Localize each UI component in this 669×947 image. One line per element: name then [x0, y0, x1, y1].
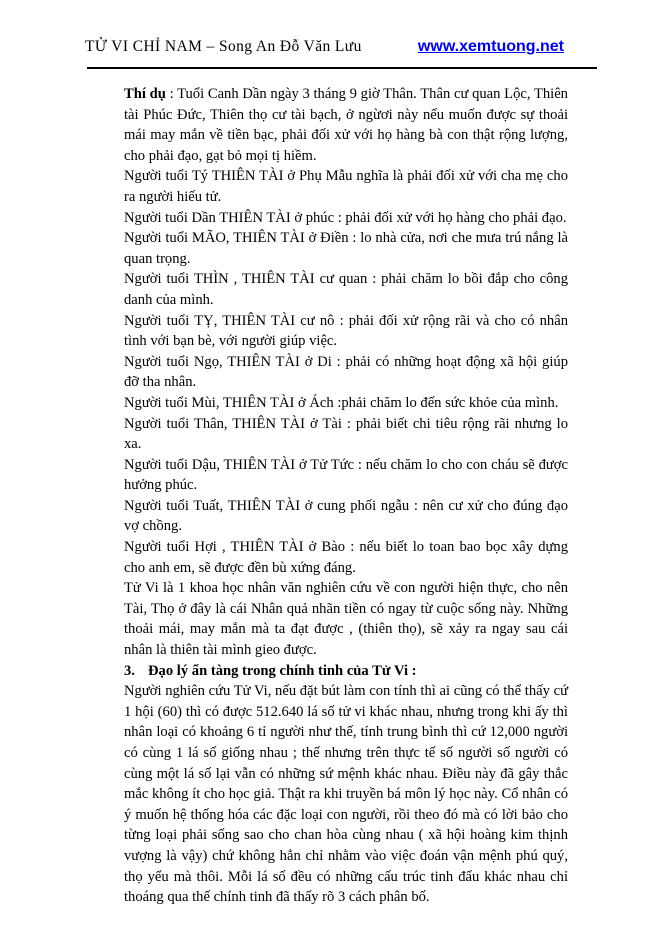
- paragraph-tuoi-thin: Người tuổi THÌN , THIÊN TÀI cư quan : phải chăm lo bồi đắp cho công danh của mình.: [124, 271, 568, 308]
- paragraph-tu-vi-khoa-hoc: Tử Vi là 1 khoa học nhân văn nghiên cứu về con người hiện thực, cho nên Tài, Thọ ở đây là cái Nhân quả nhãn tiền có ngay từ cuộc sống này. Những thoải mái, may mắn mà ta đạt được , (thiên thọ), sẽ xảy ra ngay sau cái nhân là thiên tài mình gieo được.: [124, 580, 568, 659]
- paragraph-tuoi-ty: Người tuổi Tý THIÊN TÀI ở Phụ Mẫu nghĩa là phải đối xử với cha mẹ cho ra người hiếu tử.: [124, 168, 568, 205]
- paragraph-tuoi-tuat: Người tuổi Tuất, THIÊN TÀI ở cung phối ngẫu : nên cư xử cho đúng đạo vợ chồng.: [124, 497, 568, 535]
- paragraph-example: [124, 84, 568, 166]
- document-body: [124, 84, 568, 908]
- paragraph-tuoi-mao: Người tuổi MÃO, THIÊN TÀI ở Điền : lo nhà cửa, nơi che mưa trú nắng là quan trọng.: [124, 230, 568, 267]
- header-divider: [87, 67, 597, 69]
- website-link[interactable]: www.xemtuong.net: [417, 38, 564, 55]
- paragraph-tuoi-ngo: Người tuổi Ngọ, THIÊN TÀI ở Di : phải có những hoạt động xã hội giúp đỡ tha nhân.: [124, 353, 568, 391]
- paragraph-tuoi-dau: Người tuổi Dậu, THIÊN TÀI ở Tử Tức : nếu chăm lo cho con cháu sẽ được hưởng phúc.: [124, 456, 568, 494]
- section-heading-text: Đạo lý ẩn tàng trong chính tinh của Tử Vi :: [148, 662, 417, 679]
- section-heading-number: 3.: [124, 662, 135, 679]
- paragraph-dao-ly: Người nghiên cứu Tử Vi, nếu đặt bút làm con tính thì ai cũng có thể thấy cứ 1 hội (60) thì có được 512.640 lá số tử vi khác nhau, nhưng trong khi ấy thì nhân loại có khoảng 6 tỉ người như thế, tính trung bình thì cứ 12,000 người có cùng 1 lá số giống nhau ; thế nhưng trên thực tế số người số người có cùng một lá số lại vẫn có những sứ mệnh khác nhau. Điều này đã gây thắc mắc không ít cho học giả. Thật ra khi truyền bá môn lý học này. Cổ nhân có ý muốn hệ thống hóa các đặc loại con người, rồi theo đó mà có lời bảo cho từng loại phải sống sao cho chan hòa cùng nhau ( xã hội hoàng kim thịnh vượng là vậy) chứ không hẳn chỉ nhằm vào việc đoán vận mệnh phú quý, thọ yểu mà thôi. Mỗi lá số đều có những cấu trúc tinh đẩu khác nhau chỉ thoáng qua thế chính tinh đã thấy rõ 3 cách phân bố.: [124, 683, 568, 906]
- paragraph-tuoi-dan: Người tuổi Dần THIÊN TÀI ở phúc : phải đối xử với họ hàng cho phải đạo.: [124, 209, 567, 226]
- paragraph-tuoi-than: Người tuổi Thân, THIÊN TÀI ở Tài : phải biết chi tiêu rộng rãi nhưng lo xa.: [124, 415, 568, 453]
- section-heading: [124, 661, 568, 682]
- page-header: [85, 38, 564, 56]
- paragraph-example-text: : Tuổi Canh Dần ngày 3 tháng 9 giờ Thân. Thân cư quan Lộc, Thiên tài Phúc Đức, Thiên thọ cư tài bạch, ở ngừơi này nếu muốn được sự thoải mái may mắn về tiền bạc, phải đối xử với họ hàng bà con thật rộng lượng, cho phải đạo, gạt bỏ mọi tị hiềm.: [124, 86, 568, 164]
- paragraph-tuoi-mui: Người tuổi Mùi, THIÊN TÀI ở Ách :phải chăm lo đến sức khỏe của mình.: [124, 394, 559, 411]
- paragraph-tuoi-ty-snake: Người tuổi TỴ, THIÊN TÀI cư nô : phải đối xử rộng rãi và cho có nhân tình với bạn bè, với người giúp việc.: [124, 312, 568, 350]
- paragraph-example-lead: Thí dụ: [124, 86, 166, 102]
- document-title: TỬ VI CHỈ NAM – Song An Đỗ Văn Lưu: [85, 38, 362, 55]
- paragraph-tuoi-hoi: Người tuổi Hợi , THIÊN TÀI ở Bào : nếu biết lo toan bao bọc xây dựng cho anh em, sẽ được đền bù xứng đáng.: [124, 539, 568, 576]
